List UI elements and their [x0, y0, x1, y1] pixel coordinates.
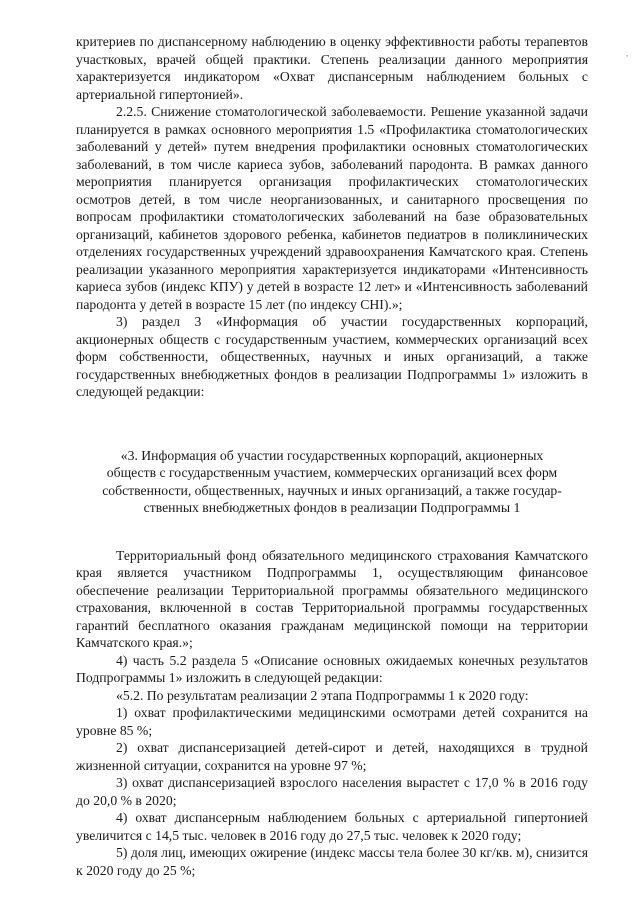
paragraph-territorial-fund: Территориальный фонд обязательного медицинского страхования Камчатского края является участником Подпрограммы 1, осуществляющим финансовое обеспечение реализации Территориальной программы обязательного медицинского страхования, включенной в состав Территориальной программы государственных гарантий бесплатного оказания гражданам медицинской помощи на территории Камчатского края.»; [76, 547, 588, 650]
list-item-5: 5) доля лиц, имеющих ожирение (индекс массы тела более 30 кг/кв. м), снизится к 2020 году до 25 %; [76, 845, 588, 878]
heading-line: «3. Информация об участии государственных корпораций, акционерных [120, 447, 544, 463]
paragraph-item-3: 3) раздел 3 «Информация об участии государственных корпораций, акционерных обществ с государственным участием, коммерческих организаций всех форм собственности, общественных, научных и иных организаций, а также государственных внебюджетных фондов в реализации Подпрограммы 1» изложить в следующей редакции: [76, 314, 588, 399]
list-item-4: 4) охват диспансерным наблюдением больных с артериальной гипертонией увеличится с 14,5 тыс. человек в 2016 году до 27,5 тыс. человек к 2020 году; [76, 810, 588, 843]
paragraph-2-2-5: 2.2.5. Снижение стоматологической заболеваемости. Решение указанной задачи планируется в рамках основного мероприятия 1.5 «Профилактика стоматологических заболеваний у детей» путем внедрения профилактики основных стоматологических заболеваний, в том числе кариеса зубов, заболеваний пародонта. В рамках данного мероприятия планируется организация профилактических стоматологических осмотров детей, в том числе неорганизованных, и санитарного просвещения по вопросам профилактики стоматологических заболеваний на базе образовательных организаций, кабинетов здорового ребенка, кабинетов педиатров в поликлинических отделениях государственных учреждений здравоохранения Камчатского края. Степень реализации указанного мероприятия характеризуется индикаторами «Интенсивность кариеса зубов (индекс КПУ) у детей в возрасте 12 лет» и «Интенсивность заболеваний пародонта у детей в возрасте 15 лет (по индексу СНI).»; [76, 104, 588, 312]
heading-line: собственности, общественных, научных и иных организаций, а также государ- [102, 482, 562, 498]
paragraph-criteria: критериев по диспансерному наблюдению в оценку эффективности работы терапевтов участковых, врачей общей практики. Степень реализации данного мероприятия характеризуется индикатором «Охват диспансерным наблюдением больных с артериальной гипертонией». [76, 34, 588, 102]
paragraph-5-2: «5.2. По результатам реализации 2 этапа Подпрограммы 1 к 2020 году: [116, 687, 529, 703]
heading-line: обществ с государственным участием, коммерческих организаций всех форм [106, 465, 558, 480]
heading-line: ственных внебюджетных фондов в реализации Подпрограммы 1 [143, 500, 521, 515]
list-item-2: 2) охват диспансеризацией детей-сирот и детей, находящихся в трудной жизненной ситуации, сохранится на уровне 97 %; [76, 740, 588, 773]
section-3-heading [76, 447, 588, 517]
list-item-3: 3) охват диспансеризацией взрослого населения вырастет с 17,0 % в 2016 году до 20,0 % в 2020; [76, 775, 588, 808]
document-page [76, 33, 588, 879]
list-item-1: 1) охват профилактическими медицинскими осмотрами детей сохранится на уровне 85 %; [76, 705, 588, 738]
paragraph-item-4: 4) часть 5.2 раздела 5 «Описание основных ожидаемых конечных результатов Подпрограммы 1» изложить в следующей редакции: [76, 652, 588, 685]
margin-mark: , [626, 48, 629, 58]
